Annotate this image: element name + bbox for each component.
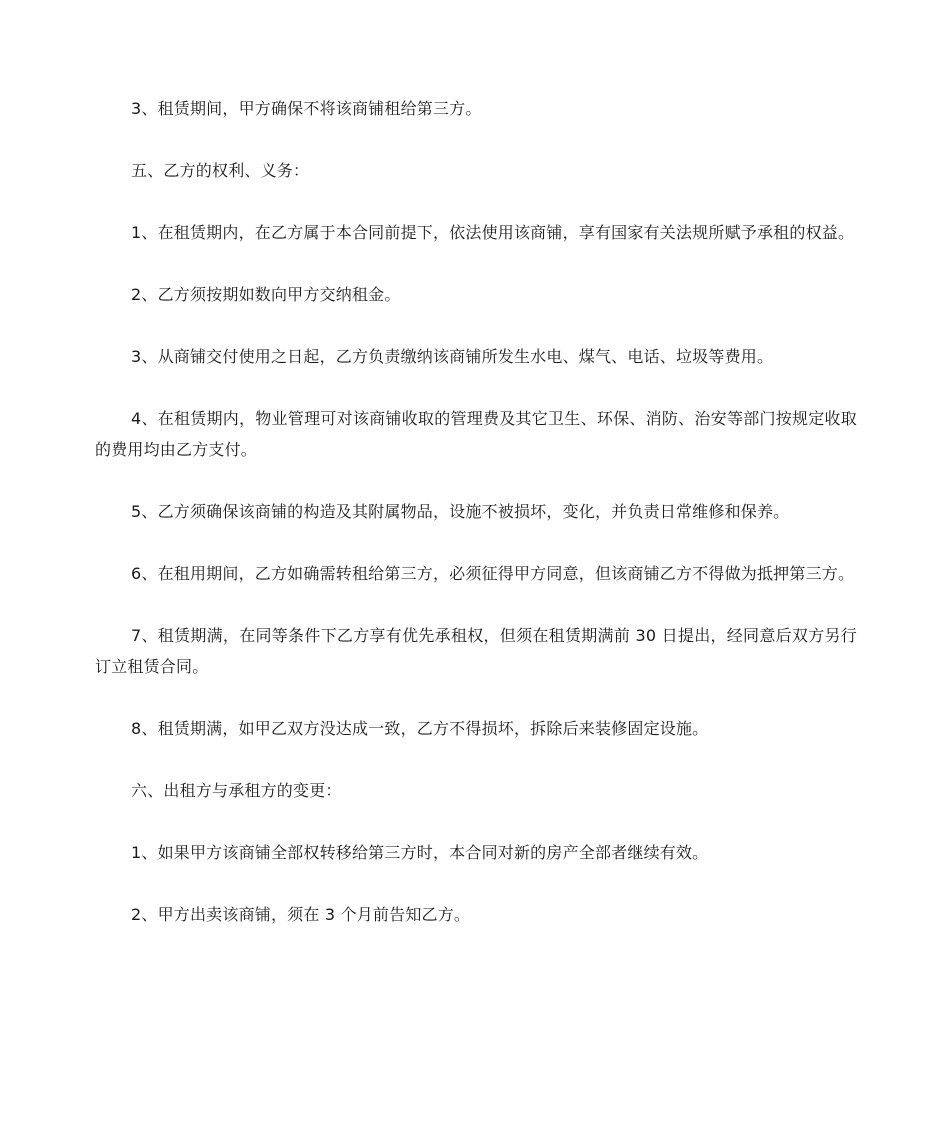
paragraph-clause-5-1: 1、在租赁期内，在乙方属于本合同前提下，依法使用该商铺，享有国家有关法规所赋予承租的权益。 (131, 223, 855, 242)
section-heading-6: 六、出租方与承租方的变更： (131, 781, 342, 800)
paragraph-clause-5-2: 2、乙方须按期如数向甲方交纳租金。 (131, 285, 401, 304)
paragraph-clause-5-5: 5、乙方须确保该商铺的构造及其附属物品，设施不被损坏，变化，并负责日常维修和保养。 (131, 502, 790, 521)
document-body (95, 93, 857, 961)
paragraph-clause-5-6: 6、在租用期间，乙方如确需转租给第三方，必须征得甲方同意，但该商铺乙方不得做为抵押第三方。 (131, 564, 855, 583)
paragraph-clause-3-lease-period: 3、租赁期间，甲方确保不将该商铺租给第三方。 (131, 99, 482, 118)
paragraph-clause-5-4: 4、在租赁期内，物业管理可对该商铺收取的管理费及其它卫生、环保、消防、治安等部门按规定收取的费用均由乙方支付。 (95, 409, 857, 459)
paragraph-clause-5-3: 3、从商铺交付使用之日起，乙方负责缴纳该商铺所发生水电、煤气、电话、垃圾等费用。 (131, 347, 774, 366)
paragraph-clause-5-8: 8、租赁期满，如甲乙双方没达成一致，乙方不得损坏，拆除后来装修固定设施。 (131, 719, 709, 738)
paragraph-clause-6-2: 2、甲方出卖该商铺，须在 3 个月前告知乙方。 (131, 905, 471, 924)
paragraph-clause-5-7: 7、租赁期满，在同等条件下乙方享有优先承租权，但须在租赁期满前 30 日提出，经同意后双方另行订立租赁合同。 (95, 626, 857, 676)
paragraph-clause-6-1: 1、如果甲方该商铺全部权转移给第三方时，本合同对新的房产全部者继续有效。 (131, 843, 709, 862)
section-heading-5: 五、乙方的权利、义务： (131, 161, 310, 180)
